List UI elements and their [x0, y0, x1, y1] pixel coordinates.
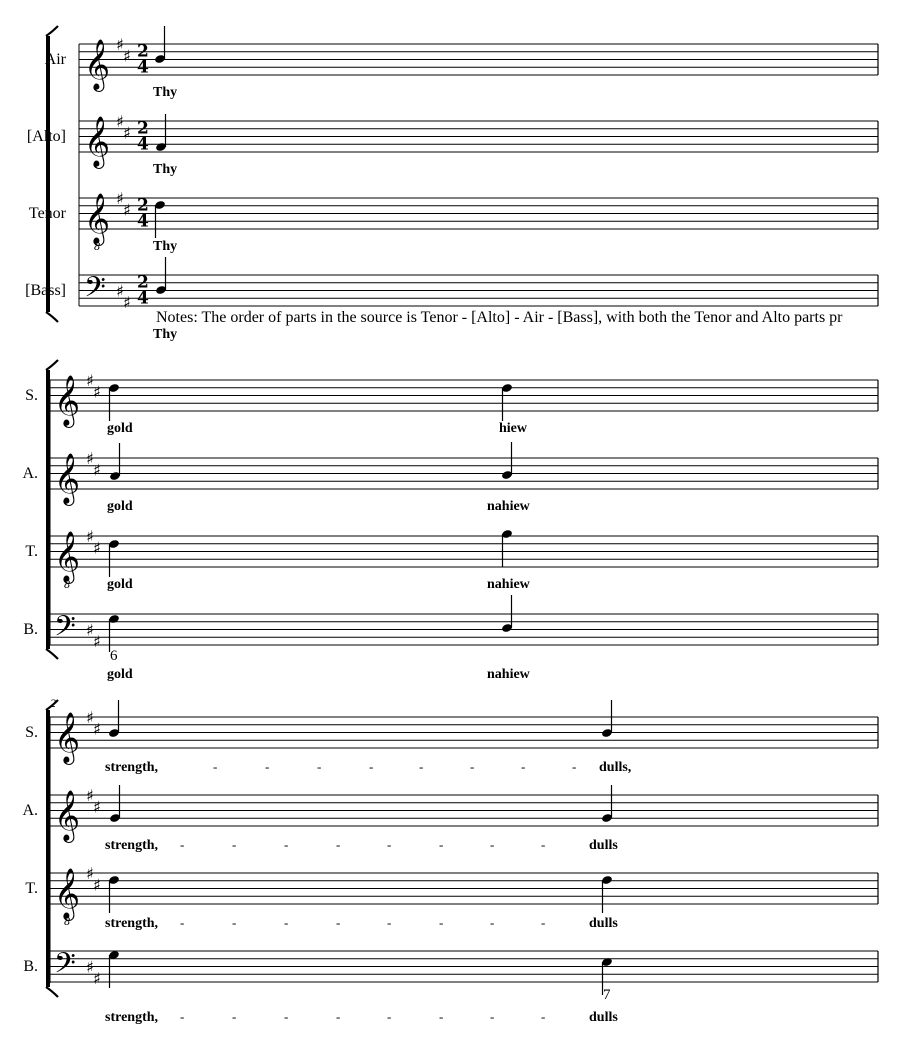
treble-clef-icon: 𝄞: [84, 193, 111, 244]
sharp-icon: ♯: [116, 111, 124, 131]
lyric: strength,: [105, 838, 159, 853]
staff-name-1: S.: [25, 387, 38, 404]
lyric-hyphen: -: [387, 837, 392, 852]
lyric-hyphen: -: [284, 915, 289, 930]
time-sig-numerator: 2: [137, 272, 149, 293]
sharp-icon: ♯: [93, 382, 101, 402]
lyric-hyphen: -: [521, 759, 526, 774]
lyric-hyphen: -: [284, 1009, 289, 1024]
treble-clef-icon: 𝄞: [54, 712, 81, 763]
bass-clef-icon: 𝄢: [54, 610, 76, 650]
sharp-icon: ♯: [93, 797, 101, 817]
lyric-hyphen: -: [490, 915, 495, 930]
sharp-icon: ♯: [86, 785, 94, 805]
figured-bass: 7: [603, 987, 611, 1003]
notes-text: Notes: The order of parts in the source is Tenor - [Alto] - Air - [Bass], with both the Tenor and Alto parts pr: [156, 309, 843, 326]
lyric: gold: [107, 577, 133, 592]
bass-clef-icon: 𝄢: [84, 271, 106, 311]
bracket-hook-top: [46, 26, 58, 36]
lyric-hyphen: -: [317, 759, 322, 774]
time-sig-denominator: 4: [137, 134, 149, 155]
lyric: dulls: [589, 1010, 618, 1025]
treble-clef-icon: 𝄞: [54, 868, 81, 919]
lyric-hyphen: -: [232, 837, 237, 852]
staff-name-4: [Bass]: [25, 282, 66, 299]
staff-name-2: A.: [22, 465, 38, 482]
lyric-hyphen: -: [490, 1009, 495, 1024]
lyric-hyphen: -: [419, 759, 424, 774]
lyric-hyphen: -: [490, 837, 495, 852]
lyric-hyphen: -: [180, 915, 185, 930]
time-sig-numerator: 2: [137, 195, 149, 216]
lyric-hyphen: -: [284, 837, 289, 852]
lyric-hyphen: -: [439, 915, 444, 930]
sharp-icon: ♯: [86, 448, 94, 468]
lyric: dulls,: [599, 760, 632, 775]
lyric-hyphen: -: [541, 837, 546, 852]
sharp-icon: ♯: [93, 875, 101, 895]
bracket-hook-bottom: [46, 312, 58, 322]
lyric-hyphen: -: [387, 915, 392, 930]
lyric-hyphen: -: [232, 915, 237, 930]
time-sig-numerator: 2: [137, 41, 149, 62]
time-sig-denominator: 4: [137, 288, 149, 309]
sharp-icon: ♯: [123, 123, 131, 143]
lyric: Thy: [153, 327, 178, 342]
lyric-hyphen: -: [180, 837, 185, 852]
sharp-icon: ♯: [123, 200, 131, 220]
staff-name-1: S.: [25, 724, 38, 741]
bass-clef-icon: 𝄢: [54, 947, 76, 987]
sharp-icon: ♯: [86, 863, 94, 883]
treble-clef-icon: 𝄞: [54, 375, 81, 426]
octave-eight: 8: [64, 580, 71, 591]
sharp-icon: ♯: [86, 370, 94, 390]
lyric-hyphen: -: [439, 837, 444, 852]
lyric: Thy: [153, 239, 178, 254]
staff-name-4: B.: [23, 958, 38, 975]
lyric-hyphen: -: [336, 1009, 341, 1024]
sharp-icon: ♯: [86, 526, 94, 546]
treble-clef-icon: 𝄞: [54, 531, 81, 582]
lyric: nahiew: [487, 577, 530, 592]
lyric-hyphen: -: [572, 759, 577, 774]
treble-clef-icon: 𝄞: [84, 39, 111, 90]
staff-name-2: A.: [22, 802, 38, 819]
lyric: nahiew: [487, 499, 530, 514]
lyric-hyphen: -: [336, 837, 341, 852]
sharp-icon: ♯: [93, 719, 101, 739]
lyric: nahiew: [487, 667, 530, 682]
sharp-icon: ♯: [116, 188, 124, 208]
lyric-hyphen: -: [180, 1009, 185, 1024]
octave-eight: 8: [94, 242, 101, 253]
sharp-icon: ♯: [123, 46, 131, 66]
time-sig-denominator: 4: [137, 57, 149, 78]
lyric: dulls: [589, 838, 618, 853]
sharp-icon: ♯: [93, 460, 101, 480]
lyric-hyphen: -: [541, 915, 546, 930]
lyric-hyphen: -: [213, 759, 218, 774]
lyric: gold: [107, 667, 133, 682]
lyric: dulls: [589, 916, 618, 931]
lyric-hyphen: -: [541, 1009, 546, 1024]
lyric: gold: [107, 421, 133, 436]
sharp-icon: ♯: [93, 632, 101, 651]
lyric: strength,: [105, 760, 159, 775]
bracket-hook-bottom: [46, 649, 58, 659]
lyric: gold: [107, 499, 133, 514]
lyric: Thy: [153, 162, 178, 177]
staff-name-4: B.: [23, 621, 38, 638]
lyric: strength,: [105, 1010, 159, 1025]
measure-number: 2: [50, 696, 56, 710]
treble-clef-icon: 𝄞: [54, 453, 81, 504]
figured-bass: 6: [110, 648, 118, 664]
bracket-hook-top: [46, 360, 58, 370]
sharp-icon: ♯: [93, 969, 101, 988]
lyric-hyphen: -: [265, 759, 270, 774]
sharp-icon: ♯: [86, 957, 94, 977]
sharp-icon: ♯: [123, 293, 131, 312]
lyric-hyphen: -: [336, 915, 341, 930]
staff-name-3: T.: [25, 880, 38, 897]
octave-eight: 8: [64, 917, 71, 928]
bracket-hook-bottom: [46, 987, 58, 997]
time-sig-numerator: 2: [137, 118, 149, 139]
lyric-hyphen: -: [232, 1009, 237, 1024]
time-sig-denominator: 4: [137, 211, 149, 232]
staff-name-3: T.: [25, 543, 38, 560]
sharp-icon: ♯: [86, 620, 94, 640]
lyric: hiew: [499, 421, 527, 436]
lyric: Thy: [153, 85, 178, 100]
lyric: strength,: [105, 916, 159, 931]
treble-clef-icon: 𝄞: [54, 790, 81, 841]
sharp-icon: ♯: [116, 281, 124, 301]
lyric-hyphen: -: [439, 1009, 444, 1024]
sharp-icon: ♯: [93, 538, 101, 558]
lyric-hyphen: -: [387, 1009, 392, 1024]
staff-name-2: [Alto]: [26, 128, 66, 145]
lyric-hyphen: -: [470, 759, 475, 774]
lyric-hyphen: -: [369, 759, 374, 774]
sharp-icon: ♯: [86, 707, 94, 727]
staff-name-1: Air: [44, 51, 66, 68]
treble-clef-icon: 𝄞: [84, 116, 111, 167]
staff-name-3: Tenor: [28, 205, 66, 222]
sharp-icon: ♯: [116, 34, 124, 54]
